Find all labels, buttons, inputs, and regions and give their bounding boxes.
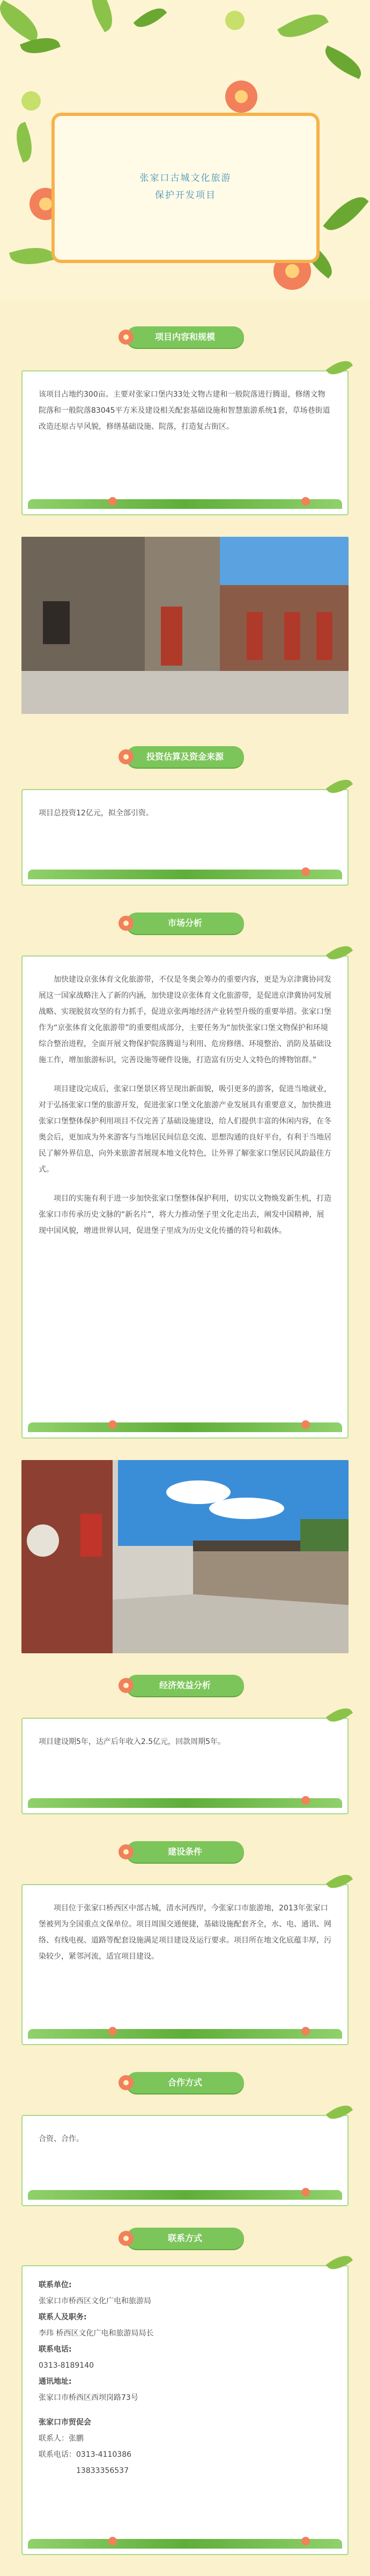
header-banner <box>0 0 370 301</box>
contact-phone2-value2[interactable]: 13833356537 <box>76 2466 129 2475</box>
flower-icon <box>301 497 310 506</box>
section-heading-content <box>126 326 244 348</box>
flower-icon <box>119 1678 134 1693</box>
flower-icon <box>119 1844 134 1859</box>
contact-phone2-label: 联系电话： <box>39 2450 76 2459</box>
grass-decoration <box>28 2029 342 2039</box>
section-heading-investment <box>126 746 244 768</box>
flower-icon <box>108 2537 117 2545</box>
leaf-icon <box>83 0 120 32</box>
flower-icon <box>225 11 245 30</box>
photo-old-town <box>21 1460 349 1653</box>
contact-person2: 联系人：张鹏 <box>39 2434 84 2443</box>
contact-address-value: 张家口市桥西区西坝岗路73号 <box>39 2393 138 2402</box>
street-photo-image <box>21 537 349 714</box>
benefit-card <box>21 1718 349 1814</box>
flower-icon <box>119 2231 134 2246</box>
contact-unit-value: 张家口市桥西区文化广电和旅游局 <box>39 2297 151 2305</box>
flower-icon <box>119 916 134 931</box>
leaf-icon <box>0 0 45 43</box>
title-line-1: 张家口古城文化旅游 <box>139 173 232 184</box>
section-heading-contact <box>126 2228 244 2249</box>
title-line-2: 保护开发项目 <box>155 190 216 201</box>
contact-person-label: 联系人及职务: <box>39 2313 87 2322</box>
section-heading-benefit <box>126 1675 244 1696</box>
grass-decoration <box>28 1798 342 1808</box>
market-paragraph-2: 项目建设完成后，张家口堡景区将呈现出新面貌，吸引更多的游客，促进当地就业，对于弘扬张家口堡的旅游开发，促进张家口堡文化旅游产业发展具有重要意义，加快推进张家口堡整体保护利用项目不仅完善了基础设施建设，给人们提供丰富的休闲内容，在冬奥会后，更加成为外来游客与当地居民间信息交流、思想沟通的良好平台，有利于当地居民了解外界信息，向外来旅游者展现本地文化特色，让外界了解张家口堡居民风韵最佳方式。 <box>39 1085 331 1174</box>
market-paragraph-1: 加快建设京张体育文化旅游带，不仅是冬奥会筹办的重要内容，更是为京津冀协同发展这一国家战略注入了新的内涵，加快建设京张体育文化旅游带，是促进京津冀协同发展战略、实现脱贫攻坚的有力抓手，促进京张两地经济产业转型升级的重要举措。张家口堡作为“京张体育文化旅游带”的重要组成部分，主要任务为“加快张家口堡文物保护和环境综合整治进程，全面开展文物保护院落腾退与利用、危房修缮、环境整治、消防及基础设施工作，增加旅游标识，完善设施等硬件设施，打造富有历史人文特色的博物馆群。” <box>39 975 331 1064</box>
flower-icon <box>108 1420 117 1429</box>
flower-icon <box>21 91 41 111</box>
grass-decoration <box>28 870 342 879</box>
market-card <box>21 955 349 1439</box>
investment-card <box>21 789 349 886</box>
section-heading-label: 投资估算及资金来源 <box>146 751 224 762</box>
contact-phone2-value1[interactable]: 0313-4110386 <box>76 2450 132 2459</box>
section-heading-conditions <box>126 1841 244 1863</box>
leaf-icon <box>134 2 167 33</box>
title-frame <box>51 113 320 263</box>
conditions-paragraph: 项目位于张家口桥西区中部古城，清水河西岸，今张家口市旅游地，2013年张家口堡被列为全国重点文保单位。项目周围交通便捷，基础设施配套齐全，水、电、通讯、网络、有线电视、道路等配套设施满足项目建设及运行要求。项目所在地文化底蕴丰厚，污染较少，紧邻河流，适宜项目建设。 <box>39 1904 331 1961</box>
content-paragraph: 该项目占地约300亩。主要对张家口堡内33处文物古建和一般院落进行腾退，修缮文物院落和一般院落83045平方米及建设相关配套基础设施和智慧旅游系统1套，草场巷街道改造还原古早风貌，修缮基础设施、院落，打造复古街区。 <box>39 390 330 431</box>
contact-person-value: 李玮 桥西区文化广电和旅游局局长 <box>39 2329 154 2338</box>
flower-icon <box>108 2027 117 2035</box>
grass-decoration <box>28 1422 342 1432</box>
flower-icon <box>301 867 310 876</box>
section-heading-label: 联系方式 <box>167 2233 202 2243</box>
contact-address-label: 通讯地址: <box>39 2377 72 2386</box>
benefit-paragraph: 项目建设期5年，达产后年收入2.5亿元，回款周期5年。 <box>39 1738 226 1746</box>
grass-decoration <box>28 499 342 509</box>
flower-icon <box>119 330 134 345</box>
section-heading-market <box>126 913 244 934</box>
flower-icon <box>301 1420 310 1429</box>
leaf-icon <box>10 122 38 163</box>
section-heading-label: 经济效益分析 <box>159 1680 211 1690</box>
leaf-icon <box>9 242 55 271</box>
old-town-photo-image <box>21 1460 349 1653</box>
photo-street <box>21 537 349 714</box>
flower-icon <box>301 2188 310 2196</box>
grass-decoration <box>28 2190 342 2200</box>
section-heading-label: 市场分析 <box>167 918 202 928</box>
section-heading-cooperation <box>126 2072 244 2093</box>
flower-icon <box>119 2075 134 2090</box>
cooperation-card <box>21 2115 349 2206</box>
flower-icon <box>301 1796 310 1805</box>
contact-org2: 张家口市贸促会 <box>39 2418 91 2427</box>
contact-phone-value[interactable]: 0313-8189140 <box>39 2361 94 2370</box>
cooperation-paragraph: 合资、合作。 <box>39 2135 84 2143</box>
market-paragraph-3: 项目的实施有利于进一步加快张家口堡整体保护利用，切实以文物焕发新生机，打造张家口市传承历史文脉的“新名片”，将大力推动堡子里文化走出去，阐发中国精神，展现中国风貌，增进世界认同，促进堡子里成为历史文化传播的符号和载体。 <box>39 1194 331 1235</box>
content-card <box>21 370 349 515</box>
flower-center-icon <box>285 264 299 278</box>
leaf-icon <box>277 5 329 46</box>
flower-icon <box>108 497 117 506</box>
conditions-card <box>21 1884 349 2045</box>
flower-icon <box>301 2537 310 2545</box>
section-heading-label: 建设条件 <box>167 1847 202 1857</box>
section-heading-label: 合作方式 <box>167 2077 202 2088</box>
page-title <box>55 170 316 204</box>
leaf-icon <box>323 189 368 238</box>
investment-paragraph: 项目总投资12亿元，拟全部引资。 <box>39 809 153 818</box>
contact-unit-label: 联系单位: <box>39 2281 72 2289</box>
flower-icon <box>301 2027 310 2035</box>
contact-phone-label: 联系电话: <box>39 2345 72 2354</box>
flower-icon <box>119 749 134 764</box>
flower-center-icon <box>39 198 52 210</box>
contact-card <box>21 2265 349 2555</box>
section-heading-label: 项目内容和规模 <box>154 332 215 342</box>
leaf-icon <box>320 46 366 79</box>
grass-decoration <box>28 2539 342 2549</box>
flower-center-icon <box>235 90 248 103</box>
